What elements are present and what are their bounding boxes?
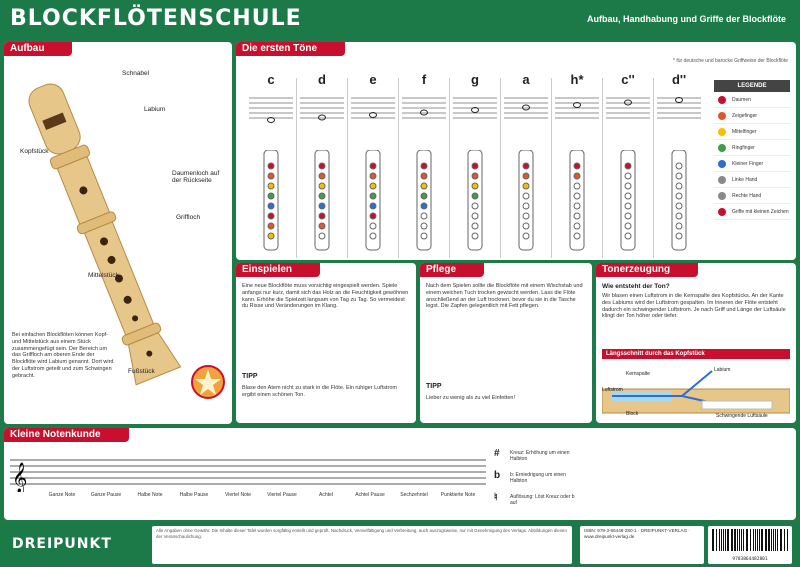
fingering-chart xyxy=(348,150,398,254)
header xyxy=(0,0,800,40)
finger-hole xyxy=(319,173,325,179)
fingering-chart xyxy=(246,150,296,254)
finger-hole xyxy=(574,223,580,229)
ton-label-block: Block xyxy=(626,411,639,417)
finger-hole xyxy=(472,183,478,189)
finger-hole xyxy=(421,203,427,209)
legend-item xyxy=(714,172,790,188)
finger-hole xyxy=(319,163,325,169)
note-name: c xyxy=(267,72,275,87)
toene-title: Die ersten Töne xyxy=(236,42,345,56)
barcode xyxy=(708,526,792,564)
finger-hole xyxy=(472,233,478,239)
ton-diagram-title: Längsschnitt durch das Kopfstück xyxy=(602,349,790,359)
barcode-bars xyxy=(708,526,792,554)
finger-hole xyxy=(421,183,427,189)
notation-staff xyxy=(10,452,490,492)
accidental-description: b: Erniedrigung um einen Halbton xyxy=(510,472,566,484)
finger-hole xyxy=(319,223,325,229)
note-name: f xyxy=(421,72,427,87)
fingering-chart xyxy=(399,150,449,254)
pflege-title: Pflege xyxy=(420,263,484,277)
note-staff xyxy=(300,94,344,126)
finger-hole xyxy=(370,203,376,209)
finger-hole xyxy=(574,183,580,189)
legend-item xyxy=(714,188,790,204)
note-name: d'' xyxy=(671,72,687,87)
page-subtitle: Aufbau, Handhabung und Griffe der Blockflöte xyxy=(587,14,786,24)
barcode-bar xyxy=(765,529,767,551)
note-name: h* xyxy=(570,72,584,87)
note-head xyxy=(421,110,428,115)
notation-item-label: Ganze Pause xyxy=(90,492,122,498)
finger-hole xyxy=(268,233,274,239)
label-fussstueck: Fußstück xyxy=(128,368,155,375)
finger-hole xyxy=(574,163,580,169)
finger-hole xyxy=(625,233,631,239)
finger-hole xyxy=(319,233,325,239)
barcode-bar xyxy=(750,529,751,551)
finger-hole xyxy=(370,173,376,179)
barcode-bar xyxy=(761,529,763,551)
note-staff xyxy=(402,94,446,126)
finger-hole xyxy=(523,223,529,229)
note-staff xyxy=(504,94,548,126)
kunde-panel xyxy=(4,428,796,520)
finger-hole xyxy=(625,183,631,189)
notation-item-label: Ganze Note xyxy=(48,492,76,498)
legend-label: Ringfinger xyxy=(732,145,755,151)
pflege-text: Nach dem Spielen sollte die Blockflöte mit einem Wischstab und einem weichen Tuch trocken gewischt werden. Lass die Flöte anschließend an der Luft trocknen, bevor du sie in die Tasche legst. Die Zapfen gelegentlich mit Fett pflegen. xyxy=(426,283,583,310)
note-staff xyxy=(453,94,497,126)
legend-label: Kleiner Finger xyxy=(732,161,764,167)
label-griffloch: Griffloch xyxy=(176,214,201,221)
ton-text: Wir blasen einen Luftstrom in die Kernspalte des Kopfstücks. An der Kante des Labiums wird der Luftstrom gespalten. Im Inneren der Flöte entsteht dadurch ein schwingender Luftstrom. Je nach Griff und Länge der Luftsäule klingt der Ton höher oder tiefer. xyxy=(602,293,786,320)
finger-hole xyxy=(676,213,682,219)
barcode-bar xyxy=(719,529,720,551)
toene-hint: * für deutsche und barocke Griffweise der Blockflöte xyxy=(673,58,788,64)
ton-label-schwingung: Schwingende Luftsäule xyxy=(716,413,768,419)
barcode-bar xyxy=(739,529,740,551)
note-name: c'' xyxy=(621,72,635,87)
barcode-bar xyxy=(787,529,788,551)
finger-hole xyxy=(625,163,631,169)
barcode-bar xyxy=(757,529,758,551)
barcode-bar xyxy=(768,529,770,551)
label-mittelstueck: Mittelstück xyxy=(88,272,119,279)
barcode-bar xyxy=(716,529,717,551)
legend-swatch xyxy=(718,112,726,120)
legend-item xyxy=(714,156,790,172)
finger-hole xyxy=(370,233,376,239)
pflege-tipp-text: Lieber zu wenig als zu viel Einfetten! xyxy=(426,395,515,401)
finger-hole xyxy=(625,193,631,199)
note-name: g xyxy=(471,72,479,87)
legend-swatch xyxy=(718,208,726,216)
accidental-description: Auflösung: Löst Kreuz oder b auf xyxy=(510,494,575,506)
footer-info: ISBN: 978-3-86448-280-1 · DREIPUNKT-VERLAG · www.dreipunkt-verlag.de xyxy=(580,526,704,564)
finger-hole xyxy=(370,223,376,229)
notation-item-label: Viertel Note xyxy=(224,492,252,498)
legend-label: Griffe mit kleinen Zeichen xyxy=(732,209,789,215)
aufbau-title: Aufbau xyxy=(4,42,72,56)
aufbau-description: Bei einfachen Blockflöten können Kopf- und Mittelstück aus einem Stück zusammengefügt sein. Der Bereich um das Griffloch am oberen Ende der Blockflöte wird Labium genannt. Dort wird der Luftstrom geteilt und zum Schwingen gebracht. xyxy=(12,332,114,379)
finger-hole xyxy=(319,213,325,219)
finger-hole xyxy=(472,193,478,199)
legend-item xyxy=(714,124,790,140)
finger-hole xyxy=(676,173,682,179)
einspielen-title: Einspielen xyxy=(236,263,320,277)
finger-hole xyxy=(523,183,529,189)
legend-label: Linke Hand xyxy=(732,177,758,183)
pflege-panel xyxy=(420,263,592,423)
finger-hole xyxy=(574,193,580,199)
label-labium: Labium xyxy=(144,106,166,113)
fingering-chart xyxy=(654,150,704,254)
barcode-bar xyxy=(775,529,776,551)
finger-hole xyxy=(523,163,529,169)
finger-hole xyxy=(421,173,427,179)
pflege-tipp-title: TIPP xyxy=(426,383,442,390)
einspielen-tipp-text: Blase den Atem nicht zu stark in die Flöte. Ein ruhiger Luftstrom ergibt einen schönen Ton. xyxy=(242,385,397,398)
finger-hole xyxy=(574,213,580,219)
orange-star-icon xyxy=(190,364,226,400)
notation-item-label: Halbe Pause xyxy=(179,492,209,498)
accidental-description: Kreuz: Erhöhung um einen Halbton xyxy=(510,450,570,462)
barcode-number: 9783864482801 xyxy=(732,557,768,562)
accidental-symbol: ♮ xyxy=(494,492,498,503)
note-staff xyxy=(249,94,293,126)
note-head xyxy=(319,115,326,120)
finger-hole xyxy=(574,173,580,179)
finger-hole xyxy=(676,163,682,169)
note-head xyxy=(625,100,632,105)
label-daumenloch: Daumenloch auf der Rückseite xyxy=(172,170,220,184)
barcode-bar xyxy=(780,529,782,551)
barcode-bar xyxy=(725,529,726,551)
ton-label-luftstrom: Luftstrom xyxy=(602,387,623,393)
finger-hole xyxy=(625,213,631,219)
fingering-chart xyxy=(552,150,602,254)
finger-hole xyxy=(421,233,427,239)
fingering-chart xyxy=(603,150,653,254)
finger-hole xyxy=(421,213,427,219)
finger-hole xyxy=(268,193,274,199)
legend-label: Mittelfinger xyxy=(732,129,757,135)
finger-hole xyxy=(574,203,580,209)
fingering-chart xyxy=(450,150,500,254)
finger-hole xyxy=(523,203,529,209)
note-staff xyxy=(351,94,395,126)
barcode-bar xyxy=(731,529,733,551)
barcode-bar xyxy=(743,529,744,551)
notation-item-label: Halbe Note xyxy=(137,492,163,498)
barcode-bar xyxy=(737,529,738,551)
finger-hole xyxy=(472,173,478,179)
fingering-chart xyxy=(501,150,551,254)
note-staff xyxy=(657,94,701,126)
barcode-bar xyxy=(759,529,760,551)
barcode-bar xyxy=(771,529,772,551)
ton-title: Tonerzeugung xyxy=(596,263,698,277)
note-staff xyxy=(555,94,599,126)
finger-hole xyxy=(370,213,376,219)
legend-item xyxy=(714,204,790,220)
legend-title: LEGENDE xyxy=(714,80,790,92)
barcode-bar xyxy=(734,529,736,551)
finger-hole xyxy=(421,163,427,169)
legend xyxy=(714,80,790,256)
barcode-bar xyxy=(721,529,722,551)
legend-swatch xyxy=(718,96,726,104)
notation-item-label: Sechzehntel xyxy=(400,492,428,498)
fingering-chart xyxy=(297,150,347,254)
finger-hole xyxy=(472,163,478,169)
barcode-bar xyxy=(753,529,754,551)
finger-hole xyxy=(319,183,325,189)
legend-swatch xyxy=(718,160,726,168)
finger-hole xyxy=(625,203,631,209)
page-title: BLOCKFLÖTENSCHULE xyxy=(10,6,302,31)
barcode-bar xyxy=(727,529,729,551)
finger-hole xyxy=(268,183,274,189)
finger-hole xyxy=(676,223,682,229)
publisher-logo: DREIPUNKT xyxy=(12,536,112,552)
finger-hole xyxy=(625,173,631,179)
finger-hole xyxy=(370,193,376,199)
notation-item-label: Punktierte Note xyxy=(440,492,476,498)
finger-hole xyxy=(268,163,274,169)
barcode-bar xyxy=(755,529,756,551)
barcode-bar xyxy=(773,529,774,551)
legend-item xyxy=(714,140,790,156)
ton-question: Wie entsteht der Ton? xyxy=(602,283,670,290)
aufbau-panel xyxy=(4,42,232,424)
footer xyxy=(0,522,800,567)
accidental-symbol: b xyxy=(494,470,501,481)
finger-hole xyxy=(676,193,682,199)
finger-hole xyxy=(268,203,274,209)
einspielen-panel xyxy=(236,263,416,423)
barcode-bar xyxy=(712,529,714,551)
notation-item-label: Achtel Pause xyxy=(355,492,385,498)
finger-hole xyxy=(421,223,427,229)
svg-text:𝄞: 𝄞 xyxy=(12,463,28,492)
einspielen-tipp-title: TIPP xyxy=(242,373,258,380)
finger-hole xyxy=(523,193,529,199)
label-kopfstueck: Kopfstück xyxy=(20,148,49,155)
finger-hole xyxy=(676,203,682,209)
note-name: e xyxy=(369,72,377,87)
finger-hole xyxy=(523,233,529,239)
barcode-bar xyxy=(777,529,778,551)
finger-hole xyxy=(268,223,274,229)
barcode-bar xyxy=(741,529,742,551)
notation-item-label: Achtel xyxy=(319,492,333,498)
barcode-bar xyxy=(723,529,724,551)
finger-hole xyxy=(523,213,529,219)
finger-hole xyxy=(523,173,529,179)
finger-hole xyxy=(268,213,274,219)
finger-hole xyxy=(319,203,325,209)
legend-item xyxy=(714,108,790,124)
legend-swatch xyxy=(718,128,726,136)
legend-swatch xyxy=(718,176,726,184)
label-schnabel: Schnabel xyxy=(122,70,150,77)
footer-disclaimer: Alle Angaben ohne Gewähr. Die Inhalte dieser Tafel wurden sorgfältig erstellt und geprüft. Nachdruck, Vervielfältigung und Verbreitung, auch auszugsweise, nur mit Genehmigung des Verlags. Abbildungen dienen der Veranschaulichung. xyxy=(152,526,572,564)
barcode-bar xyxy=(784,529,785,551)
kunde-title: Kleine Notenkunde xyxy=(4,428,129,442)
finger-hole xyxy=(625,223,631,229)
legend-label: Daumen xyxy=(732,97,751,103)
ton-panel xyxy=(596,263,796,423)
finger-hole xyxy=(370,163,376,169)
notation-item-label: Viertel Pause xyxy=(267,492,297,498)
note-name: a xyxy=(522,72,530,87)
ton-label-labium: Labium xyxy=(714,367,731,373)
finger-hole xyxy=(472,213,478,219)
legend-swatch xyxy=(718,192,726,200)
finger-hole xyxy=(472,203,478,209)
legend-label: Rechte Hand xyxy=(732,193,762,199)
legend-item xyxy=(714,92,790,108)
finger-hole xyxy=(574,233,580,239)
accidental-symbol: # xyxy=(494,448,500,459)
finger-hole xyxy=(676,183,682,189)
finger-hole xyxy=(370,183,376,189)
note-name: d xyxy=(318,72,326,87)
einspielen-text: Eine neue Blockflöte muss vorsichtig eingespielt werden. Spiele anfangs nur kurz, damit sich das Holz an die Feuchtigkeit gewöhnen kann. Erhöhe die Spielzeit langsam von Tag zu Tag. So vermeidest du Risse und Veränderungen im Klang. xyxy=(242,283,409,310)
finger-hole xyxy=(268,173,274,179)
finger-hole xyxy=(472,223,478,229)
note-head xyxy=(523,105,530,110)
ton-label-kernspalte: Kernspalte xyxy=(626,371,650,377)
finger-hole xyxy=(421,193,427,199)
finger-hole xyxy=(676,233,682,239)
barcode-bar xyxy=(746,529,748,551)
legend-swatch xyxy=(718,144,726,152)
legend-label: Zeigefinger xyxy=(732,113,758,119)
finger-hole xyxy=(319,193,325,199)
note-staff xyxy=(606,94,650,126)
toene-panel xyxy=(236,42,796,260)
